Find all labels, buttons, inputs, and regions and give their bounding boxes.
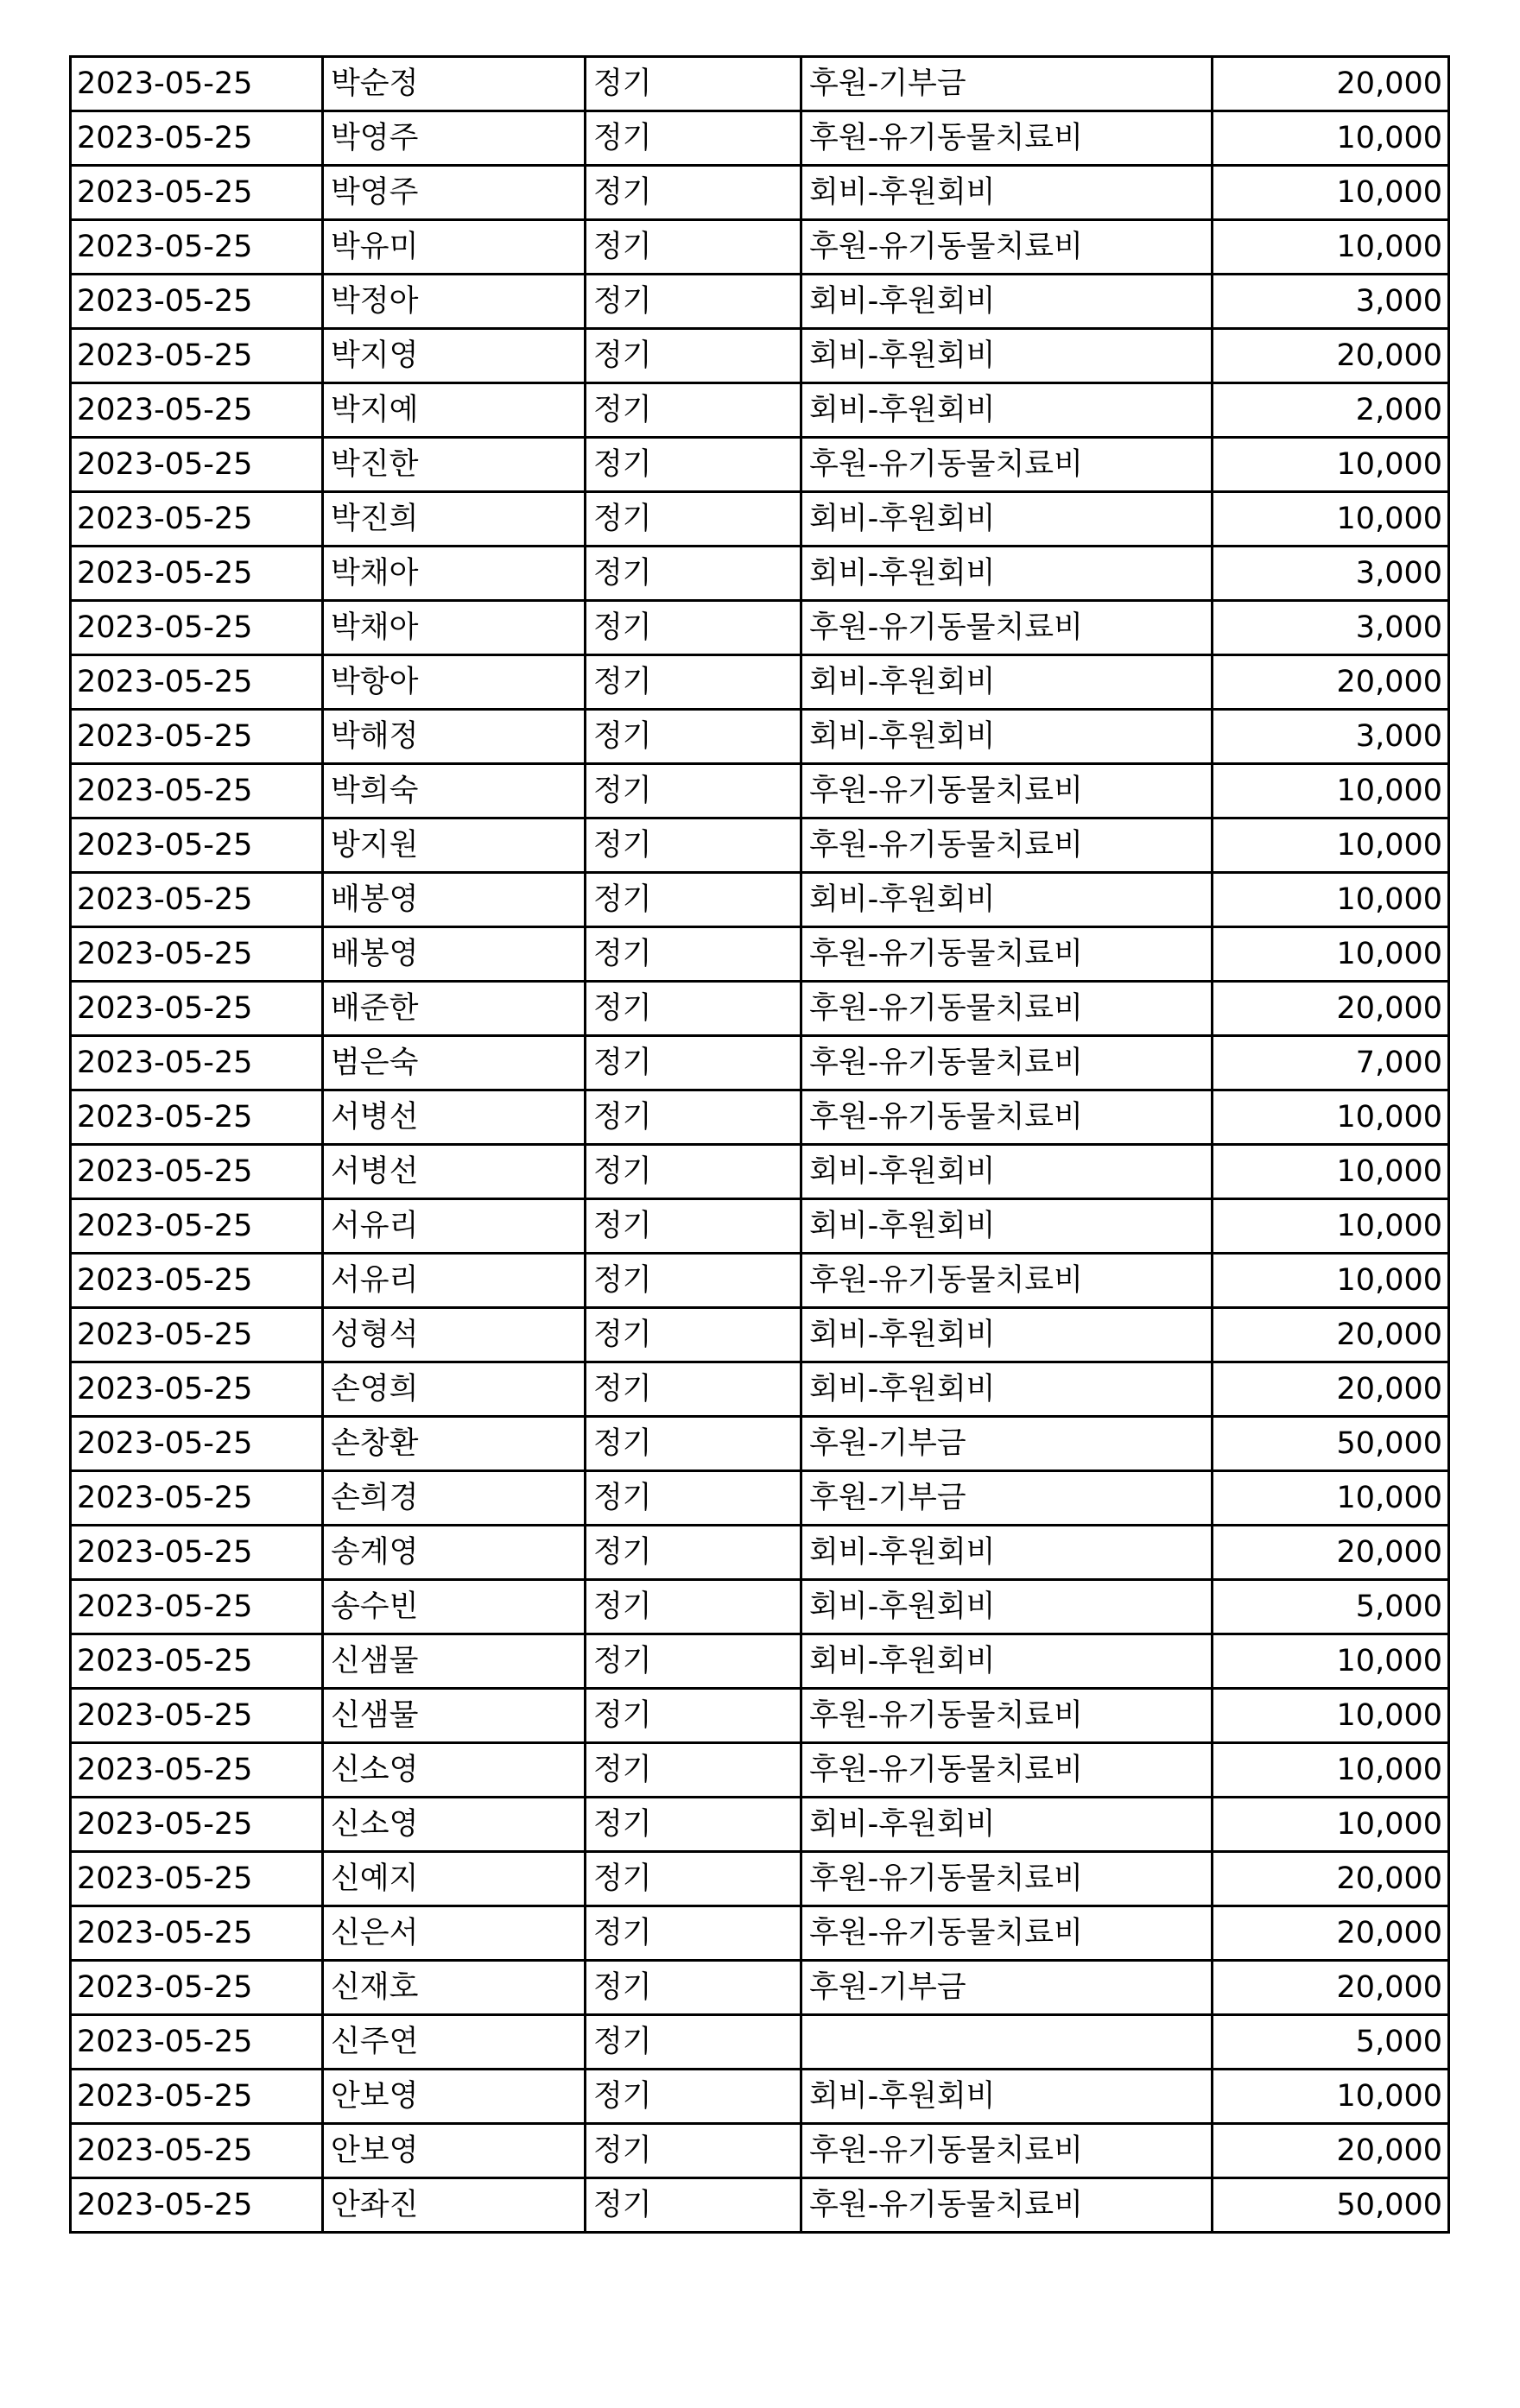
date-cell: 2023-05-25: [71, 818, 323, 873]
payment-type-cell: 정기: [586, 275, 801, 329]
payment-type-cell: 정기: [586, 1798, 801, 1852]
donor-name-cell: 박영주: [323, 111, 586, 166]
table-row: [71, 1526, 1449, 1580]
category-cell: 후원-유기동물치료비: [801, 220, 1213, 275]
date-cell: 2023-05-25: [71, 1798, 323, 1852]
payment-type-cell: 정기: [586, 1906, 801, 1961]
donor-name-cell: 송수빈: [323, 1580, 586, 1634]
amount-cell: 5,000: [1213, 1580, 1449, 1634]
category-cell: 회비-후원회비: [801, 1145, 1213, 1199]
donor-name-cell: 신샘물: [323, 1689, 586, 1743]
date-cell: 2023-05-25: [71, 1743, 323, 1798]
payment-type-cell: 정기: [586, 2124, 801, 2178]
date-cell: 2023-05-25: [71, 275, 323, 329]
payment-type-cell: 정기: [586, 1852, 801, 1906]
donor-name-cell: 박진희: [323, 492, 586, 547]
table-row: [71, 818, 1449, 873]
table-row: [71, 57, 1449, 111]
payment-type-cell: 정기: [586, 547, 801, 601]
category-cell: 회비-후원회비: [801, 655, 1213, 710]
amount-cell: 10,000: [1213, 1689, 1449, 1743]
date-cell: 2023-05-25: [71, 1417, 323, 1471]
date-cell: 2023-05-25: [71, 1036, 323, 1090]
category-cell: 회비-후원회비: [801, 492, 1213, 547]
date-cell: 2023-05-25: [71, 329, 323, 383]
date-cell: 2023-05-25: [71, 2070, 323, 2124]
category-cell: 회비-후원회비: [801, 873, 1213, 927]
date-cell: 2023-05-25: [71, 1580, 323, 1634]
amount-cell: 10,000: [1213, 111, 1449, 166]
date-cell: 2023-05-25: [71, 1362, 323, 1417]
payment-type-cell: 정기: [586, 1417, 801, 1471]
table-row: [71, 1090, 1449, 1145]
donor-name-cell: 박해정: [323, 710, 586, 764]
category-cell: 후원-기부금: [801, 1417, 1213, 1471]
donor-name-cell: 신소영: [323, 1743, 586, 1798]
donor-name-cell: 신샘물: [323, 1634, 586, 1689]
table-row: [71, 547, 1449, 601]
amount-cell: 20,000: [1213, 982, 1449, 1036]
category-cell: 회비-후원회비: [801, 1580, 1213, 1634]
table-row: [71, 1743, 1449, 1798]
date-cell: 2023-05-25: [71, 1852, 323, 1906]
donor-name-cell: 신은서: [323, 1906, 586, 1961]
date-cell: 2023-05-25: [71, 1526, 323, 1580]
amount-cell: 3,000: [1213, 275, 1449, 329]
category-cell: 후원-유기동물치료비: [801, 927, 1213, 982]
amount-cell: 10,000: [1213, 2070, 1449, 2124]
date-cell: 2023-05-25: [71, 1199, 323, 1254]
donor-name-cell: 안좌진: [323, 2178, 586, 2233]
table-row: [71, 2015, 1449, 2070]
donor-name-cell: 손희경: [323, 1471, 586, 1526]
date-cell: 2023-05-25: [71, 982, 323, 1036]
payment-type-cell: 정기: [586, 492, 801, 547]
date-cell: 2023-05-25: [71, 1961, 323, 2015]
category-cell: 회비-후원회비: [801, 2070, 1213, 2124]
table-row: [71, 1852, 1449, 1906]
donor-name-cell: 배준한: [323, 982, 586, 1036]
amount-cell: 10,000: [1213, 1471, 1449, 1526]
payment-type-cell: 정기: [586, 1526, 801, 1580]
category-cell: 후원-기부금: [801, 1961, 1213, 2015]
amount-cell: 20,000: [1213, 1362, 1449, 1417]
table-row: [71, 710, 1449, 764]
donor-name-cell: 안보영: [323, 2070, 586, 2124]
amount-cell: 10,000: [1213, 764, 1449, 818]
donor-name-cell: 성형석: [323, 1308, 586, 1362]
table-row: [71, 655, 1449, 710]
donor-name-cell: 범은숙: [323, 1036, 586, 1090]
amount-cell: 10,000: [1213, 1199, 1449, 1254]
payment-type-cell: 정기: [586, 710, 801, 764]
amount-cell: 10,000: [1213, 1254, 1449, 1308]
payment-type-cell: 정기: [586, 1254, 801, 1308]
date-cell: 2023-05-25: [71, 166, 323, 220]
donor-name-cell: 신재호: [323, 1961, 586, 2015]
amount-cell: 3,000: [1213, 710, 1449, 764]
table-row: [71, 492, 1449, 547]
category-cell: 후원-유기동물치료비: [801, 1852, 1213, 1906]
amount-cell: 10,000: [1213, 1090, 1449, 1145]
payment-type-cell: 정기: [586, 2015, 801, 2070]
amount-cell: 10,000: [1213, 1145, 1449, 1199]
amount-cell: 10,000: [1213, 1798, 1449, 1852]
amount-cell: 10,000: [1213, 1743, 1449, 1798]
amount-cell: 10,000: [1213, 220, 1449, 275]
payment-type-cell: 정기: [586, 1036, 801, 1090]
date-cell: 2023-05-25: [71, 655, 323, 710]
category-cell: 후원-유기동물치료비: [801, 1254, 1213, 1308]
category-cell: 후원-유기동물치료비: [801, 764, 1213, 818]
donor-name-cell: 손창환: [323, 1417, 586, 1471]
table-row: [71, 2070, 1449, 2124]
table-row: [71, 1798, 1449, 1852]
payment-type-cell: 정기: [586, 1689, 801, 1743]
donor-name-cell: 안보영: [323, 2124, 586, 2178]
table-row: [71, 1254, 1449, 1308]
table-row: [71, 166, 1449, 220]
date-cell: 2023-05-25: [71, 2124, 323, 2178]
category-cell: 후원-유기동물치료비: [801, 2124, 1213, 2178]
payment-type-cell: 정기: [586, 166, 801, 220]
category-cell: 후원-유기동물치료비: [801, 438, 1213, 492]
ledger-body: [71, 57, 1449, 2233]
amount-cell: 2,000: [1213, 383, 1449, 438]
donor-name-cell: 방지원: [323, 818, 586, 873]
donation-ledger-table: [69, 55, 1450, 2234]
payment-type-cell: 정기: [586, 1634, 801, 1689]
table-row: [71, 329, 1449, 383]
donor-name-cell: 서유리: [323, 1199, 586, 1254]
amount-cell: 5,000: [1213, 2015, 1449, 2070]
table-row: [71, 111, 1449, 166]
payment-type-cell: 정기: [586, 1199, 801, 1254]
table-row: [71, 1580, 1449, 1634]
table-row: [71, 275, 1449, 329]
amount-cell: 20,000: [1213, 1526, 1449, 1580]
table-row: [71, 1906, 1449, 1961]
donor-name-cell: 박지예: [323, 383, 586, 438]
category-cell: 후원-유기동물치료비: [801, 1743, 1213, 1798]
payment-type-cell: 정기: [586, 1580, 801, 1634]
payment-type-cell: 정기: [586, 1362, 801, 1417]
donor-name-cell: 박채아: [323, 547, 586, 601]
category-cell: 후원-유기동물치료비: [801, 601, 1213, 655]
category-cell: 회비-후원회비: [801, 1634, 1213, 1689]
donor-name-cell: 박지영: [323, 329, 586, 383]
table-row: [71, 1036, 1449, 1090]
date-cell: 2023-05-25: [71, 1145, 323, 1199]
category-cell: 후원-유기동물치료비: [801, 1689, 1213, 1743]
date-cell: 2023-05-25: [71, 764, 323, 818]
date-cell: 2023-05-25: [71, 1254, 323, 1308]
payment-type-cell: 정기: [586, 329, 801, 383]
table-row: [71, 764, 1449, 818]
donor-name-cell: 손영희: [323, 1362, 586, 1417]
payment-type-cell: 정기: [586, 1743, 801, 1798]
category-cell: 후원-기부금: [801, 1471, 1213, 1526]
payment-type-cell: 정기: [586, 1961, 801, 2015]
category-cell: 후원-유기동물치료비: [801, 1036, 1213, 1090]
amount-cell: 10,000: [1213, 1634, 1449, 1689]
category-cell: 후원-유기동물치료비: [801, 2178, 1213, 2233]
table-row: [71, 2178, 1449, 2233]
category-cell: 후원-유기동물치료비: [801, 982, 1213, 1036]
category-cell: 회비-후원회비: [801, 1526, 1213, 1580]
amount-cell: 10,000: [1213, 166, 1449, 220]
amount-cell: 3,000: [1213, 547, 1449, 601]
table-row: [71, 1362, 1449, 1417]
date-cell: 2023-05-25: [71, 927, 323, 982]
payment-type-cell: 정기: [586, 818, 801, 873]
date-cell: 2023-05-25: [71, 111, 323, 166]
amount-cell: 20,000: [1213, 329, 1449, 383]
payment-type-cell: 정기: [586, 927, 801, 982]
donor-name-cell: 박희숙: [323, 764, 586, 818]
category-cell: 회비-후원회비: [801, 1199, 1213, 1254]
payment-type-cell: 정기: [586, 982, 801, 1036]
payment-type-cell: 정기: [586, 1090, 801, 1145]
donor-name-cell: 박항아: [323, 655, 586, 710]
category-cell: 회비-후원회비: [801, 329, 1213, 383]
amount-cell: 10,000: [1213, 818, 1449, 873]
donor-name-cell: 신소영: [323, 1798, 586, 1852]
donor-name-cell: 박정아: [323, 275, 586, 329]
category-cell: 회비-후원회비: [801, 166, 1213, 220]
payment-type-cell: 정기: [586, 383, 801, 438]
donor-name-cell: 송계영: [323, 1526, 586, 1580]
date-cell: 2023-05-25: [71, 710, 323, 764]
payment-type-cell: 정기: [586, 2178, 801, 2233]
category-cell: 회비-후원회비: [801, 547, 1213, 601]
payment-type-cell: 정기: [586, 57, 801, 111]
date-cell: 2023-05-25: [71, 2178, 323, 2233]
amount-cell: 50,000: [1213, 2178, 1449, 2233]
donor-name-cell: 서병선: [323, 1090, 586, 1145]
payment-type-cell: 정기: [586, 220, 801, 275]
category-cell: 회비-후원회비: [801, 275, 1213, 329]
payment-type-cell: 정기: [586, 601, 801, 655]
amount-cell: 20,000: [1213, 1961, 1449, 2015]
amount-cell: 10,000: [1213, 492, 1449, 547]
category-cell: 후원-유기동물치료비: [801, 111, 1213, 166]
table-row: [71, 601, 1449, 655]
table-row: [71, 438, 1449, 492]
date-cell: 2023-05-25: [71, 1634, 323, 1689]
table-row: [71, 873, 1449, 927]
table-row: [71, 2124, 1449, 2178]
amount-cell: 10,000: [1213, 438, 1449, 492]
amount-cell: 7,000: [1213, 1036, 1449, 1090]
category-cell: 회비-후원회비: [801, 383, 1213, 438]
donor-name-cell: 신예지: [323, 1852, 586, 1906]
table-row: [71, 1145, 1449, 1199]
category-cell: 회비-후원회비: [801, 1308, 1213, 1362]
date-cell: 2023-05-25: [71, 2015, 323, 2070]
amount-cell: 20,000: [1213, 57, 1449, 111]
donor-name-cell: 박진한: [323, 438, 586, 492]
table-row: [71, 1417, 1449, 1471]
category-cell: 후원-유기동물치료비: [801, 818, 1213, 873]
category-cell: 회비-후원회비: [801, 1798, 1213, 1852]
date-cell: 2023-05-25: [71, 547, 323, 601]
amount-cell: 50,000: [1213, 1417, 1449, 1471]
table-row: [71, 1471, 1449, 1526]
date-cell: 2023-05-25: [71, 873, 323, 927]
payment-type-cell: 정기: [586, 1145, 801, 1199]
category-cell: 회비-후원회비: [801, 1362, 1213, 1417]
donor-name-cell: 배봉영: [323, 873, 586, 927]
donor-name-cell: 서유리: [323, 1254, 586, 1308]
donor-name-cell: 배봉영: [323, 927, 586, 982]
amount-cell: 20,000: [1213, 1906, 1449, 1961]
date-cell: 2023-05-25: [71, 1689, 323, 1743]
date-cell: 2023-05-25: [71, 383, 323, 438]
category-cell: 후원-유기동물치료비: [801, 1090, 1213, 1145]
donor-name-cell: 박영주: [323, 166, 586, 220]
payment-type-cell: 정기: [586, 1471, 801, 1526]
table-row: [71, 927, 1449, 982]
table-row: [71, 1689, 1449, 1743]
amount-cell: 20,000: [1213, 2124, 1449, 2178]
payment-type-cell: 정기: [586, 655, 801, 710]
date-cell: 2023-05-25: [71, 1090, 323, 1145]
date-cell: 2023-05-25: [71, 492, 323, 547]
category-cell: 후원-기부금: [801, 57, 1213, 111]
donor-name-cell: 박유미: [323, 220, 586, 275]
amount-cell: 10,000: [1213, 873, 1449, 927]
category-cell: 후원-유기동물치료비: [801, 1906, 1213, 1961]
date-cell: 2023-05-25: [71, 57, 323, 111]
amount-cell: 3,000: [1213, 601, 1449, 655]
donor-name-cell: 신주연: [323, 2015, 586, 2070]
donor-name-cell: 서병선: [323, 1145, 586, 1199]
date-cell: 2023-05-25: [71, 1308, 323, 1362]
payment-type-cell: 정기: [586, 873, 801, 927]
table-row: [71, 1199, 1449, 1254]
payment-type-cell: 정기: [586, 111, 801, 166]
amount-cell: 10,000: [1213, 927, 1449, 982]
category-cell: [801, 2015, 1213, 2070]
payment-type-cell: 정기: [586, 438, 801, 492]
donor-name-cell: 박채아: [323, 601, 586, 655]
amount-cell: 20,000: [1213, 655, 1449, 710]
table-row: [71, 1961, 1449, 2015]
date-cell: 2023-05-25: [71, 1471, 323, 1526]
amount-cell: 20,000: [1213, 1852, 1449, 1906]
table-row: [71, 220, 1449, 275]
table-row: [71, 982, 1449, 1036]
donor-name-cell: 박순정: [323, 57, 586, 111]
table-row: [71, 383, 1449, 438]
date-cell: 2023-05-25: [71, 1906, 323, 1961]
table-row: [71, 1634, 1449, 1689]
category-cell: 회비-후원회비: [801, 710, 1213, 764]
amount-cell: 20,000: [1213, 1308, 1449, 1362]
date-cell: 2023-05-25: [71, 601, 323, 655]
payment-type-cell: 정기: [586, 2070, 801, 2124]
table-row: [71, 1308, 1449, 1362]
date-cell: 2023-05-25: [71, 220, 323, 275]
payment-type-cell: 정기: [586, 764, 801, 818]
payment-type-cell: 정기: [586, 1308, 801, 1362]
date-cell: 2023-05-25: [71, 438, 323, 492]
